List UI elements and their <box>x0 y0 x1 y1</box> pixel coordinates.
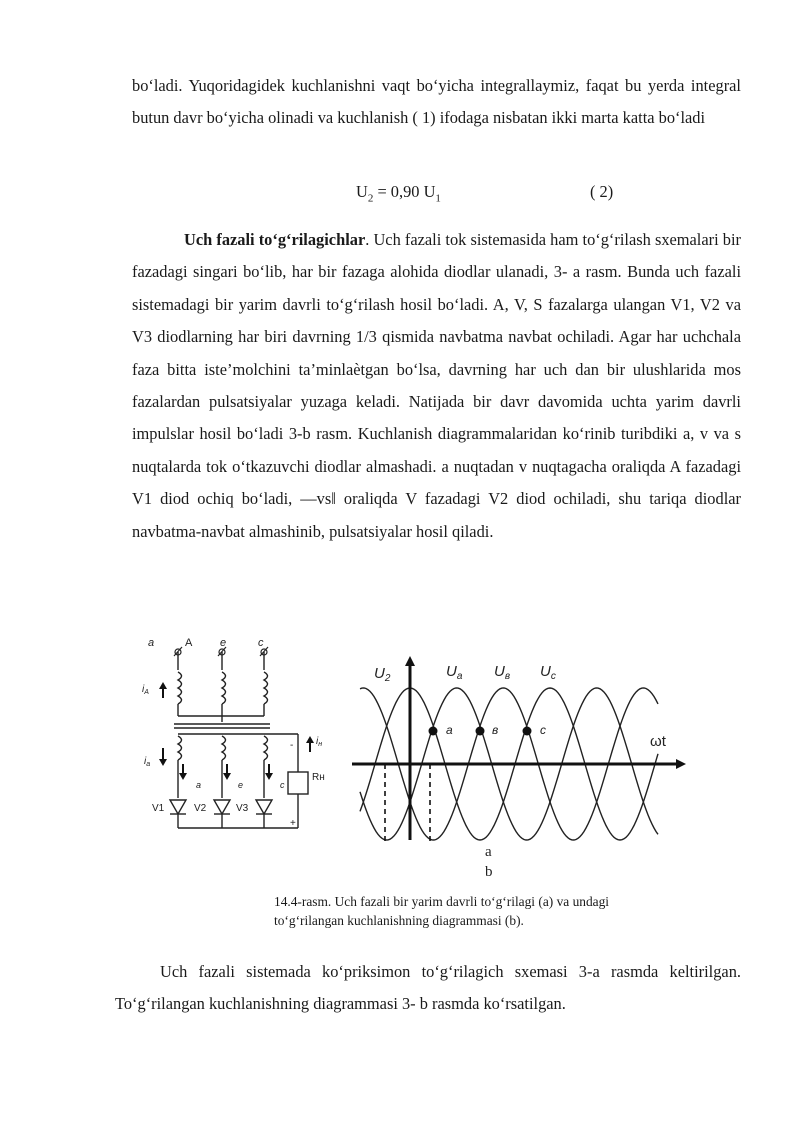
label-current-a <box>144 756 150 768</box>
formula-lhs: U <box>356 182 368 201</box>
label-node-c: c <box>280 780 285 790</box>
formula-rhs-sub: 1 <box>435 192 441 205</box>
paragraph-3: Uch fazali sistemada ko‘priksimon to‘g‘rilagich sxemasi 3-a rasmda keltirilgan. To‘g‘rilangan kuchlanishning diagrammasi 3- b rasmda ko‘rsatilgan. <box>115 962 741 1014</box>
label-a-top: a <box>148 637 155 649</box>
point-c-dot <box>523 727 532 736</box>
label-current-load-sub: н <box>318 741 323 748</box>
label-current-a-sub: a <box>146 761 151 768</box>
label-node-b: e <box>238 780 244 790</box>
label-ua <box>446 663 463 682</box>
formula-lhs-sub: 2 <box>367 192 374 205</box>
label-u2-main: U <box>374 665 385 682</box>
figure-14-4 <box>130 630 700 890</box>
label-wt: ωt <box>650 733 666 750</box>
caption-line-2: to‘g‘rilangan kuchlanishning diagrammasi (b). <box>274 913 524 928</box>
wt-axis-arrow <box>676 759 686 769</box>
label-ub-sub: в <box>504 671 511 682</box>
u2-axis-arrow <box>405 656 415 666</box>
label-current-load-main: i <box>316 736 319 747</box>
equation-number: ( 2) <box>590 182 614 201</box>
label-ua-sub: a <box>456 671 463 682</box>
waveform-diagram <box>352 656 686 880</box>
circuit-diagram <box>170 652 308 828</box>
label-point-b: в <box>492 723 499 737</box>
formula-middle: = 0,90 U <box>373 182 436 201</box>
paragraph-2 <box>132 224 741 548</box>
label-ub-main: U <box>494 663 505 680</box>
section-heading: Uch fazali to‘g‘rilagichlar <box>184 230 366 249</box>
label-point-c: c <box>540 723 546 737</box>
label-diode-2: V2 <box>194 803 207 814</box>
label-current-load <box>316 736 322 748</box>
label-ua-main: U <box>446 663 457 680</box>
label-load: Rн <box>312 772 325 783</box>
label-diode-3: V3 <box>236 803 249 814</box>
figure-svg <box>130 630 700 890</box>
label-diode-1: V1 <box>152 803 165 814</box>
sub-label-a: a <box>485 844 492 860</box>
label-minus: - <box>290 740 294 751</box>
label-ub <box>494 663 510 682</box>
label-uc-sub: c <box>550 671 556 682</box>
label-current-a-main: i <box>144 756 147 767</box>
label-u2 <box>374 665 391 684</box>
point-b-dot <box>476 727 485 736</box>
label-point-a: a <box>446 723 453 737</box>
label-uc <box>540 663 556 682</box>
label-current-A-sub: A <box>144 689 149 696</box>
label-current-A <box>142 684 149 696</box>
label-plus: + <box>290 818 296 829</box>
figure-caption <box>274 892 714 930</box>
paragraph-2-body: . Uch fazali tok sistemasida ham to‘g‘rilash sxemalari bir fazadagi singari bo‘lib, har bir fazaga alohida diodlar ulanadi, 3- a rasm. Bunda uch fazali sistemadagi bir yarim davrli to‘g‘rilash hosil bo‘ladi. A, V, S fazalarga ulangan V1, V2 va V3 diodlarning har biri davrning 1/3 qismida navbatma navbat ochiladi. Agar har uchchala faza bitta iste’molchini ta’minlaètgan bo‘lsa, davrning har uch dan bir ulushlarida mos fazalardan pulsatsiyalar yuzaga keladi. Natijada bir davr davomida uchta yarim davrli impulslar hosil bo‘ladi 3-b rasm. Kuchlanish diagrammalaridan ko‘rinib turibdiki a, v va s nuqtalarda tok o‘tkazuvchi diodlar almashadi. a nuqtadan v nuqtagacha oraliqda A fazadagi V1 diod ochiq bo‘ladi, ―vs‖ oraliqda V fazadagi V2 diod ochiladi, shu tariqa diodlar navbatma-navbat almashinib, pulsatsiyalar hosil qiladi. <box>132 230 741 541</box>
label-phase-B: e <box>220 637 227 649</box>
label-current-A-main: i <box>142 684 145 695</box>
formula-u2 <box>356 180 441 210</box>
label-uc-main: U <box>540 663 551 680</box>
label-phase-A: A <box>185 637 193 649</box>
caption-line-1: 14.4-rasm. Uch fazali bir yarim davrli to‘g‘rilagi (a) va undagi <box>274 894 610 909</box>
label-u2-sub: 2 <box>384 673 391 684</box>
label-phase-C: c <box>258 637 264 649</box>
sub-label-b: b <box>485 864 493 880</box>
point-a-dot <box>429 727 438 736</box>
current-arrows <box>159 682 314 780</box>
label-node-a: a <box>196 780 202 790</box>
paragraph-1: bo‘ladi. Yuqoridagidek kuchlanishni vaqt bo‘yicha integrallaymiz, faqat bu yerda integral butun davr bo‘yicha olinadi va kuchlanish ( 1) ifodaga nisbatan ikki marta katta bo‘ladi <box>132 76 741 128</box>
